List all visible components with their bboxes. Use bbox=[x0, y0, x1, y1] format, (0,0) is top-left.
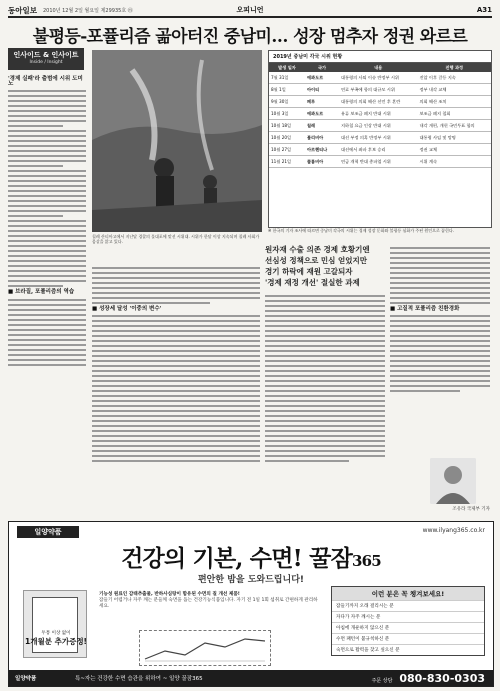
subhead-2: ■ 성장세 달성 '이중의 변수' bbox=[92, 306, 162, 312]
table-row: 10월 20일 볼리비아 대선 부정 의혹 반정부 시위 대통령 사임 및 망명 bbox=[269, 132, 491, 144]
ad-copy-headline: 기능성 원료인 감태추출물, 반하사심탕이 함유된 수면의 질 개선 제품! bbox=[99, 592, 240, 597]
list-item: 잠들기까지 오래 걸리시는 분 bbox=[332, 600, 484, 611]
ad-diagram bbox=[139, 630, 271, 666]
news-photo bbox=[92, 50, 262, 232]
table-row: 11월 21일 콜롬비아 연금 개혁 반대 총파업 시위 시위 계속 bbox=[269, 156, 491, 168]
advertisement[interactable] bbox=[8, 521, 494, 687]
list-item: 수면 패턴이 불규칙하신 분 bbox=[332, 633, 484, 644]
table-title: 2019년 중남미 각국 시위 현황 bbox=[269, 51, 491, 63]
ad-brand-logo: 일양약품 bbox=[17, 526, 79, 538]
article-column-3 bbox=[265, 292, 385, 514]
phone-icon-label: 주문 상담 bbox=[371, 677, 393, 684]
pull-quote-line: 선심성 정책으로 민심 얻었지만 bbox=[265, 256, 368, 265]
list-item: 숙면으로 활력을 찾고 싶으신 분 bbox=[332, 644, 484, 655]
article-column-2 bbox=[92, 246, 260, 516]
text-line bbox=[8, 90, 86, 92]
article-lead: '경제 실패'라 출범에 시위 도미노 bbox=[8, 76, 83, 88]
protest-table bbox=[268, 50, 492, 228]
ad-subtitle: 편안한 밤을 도와드립니다! bbox=[197, 575, 304, 585]
col-header-country: 국가 bbox=[305, 63, 339, 72]
photo-caption: 칠레 산티아고에서 지난달 경찰의 물대포에 맞선 시위대. 시위가 한달 이상 지속되며 칠레 사회가 몸살을 앓고 있다. bbox=[92, 234, 260, 244]
footer-slogan: 특~자는 건강한 수면 습관을 위하여 ~ 일양 꿀잠365 bbox=[75, 676, 203, 682]
table-header-row bbox=[269, 63, 491, 72]
bonus-badge bbox=[17, 630, 95, 647]
ad-footer-bar bbox=[9, 670, 493, 686]
order-phone[interactable] bbox=[372, 672, 493, 685]
ad-url[interactable]: www.ilyang365.co.kr bbox=[422, 527, 485, 534]
target-list-title: 이런 분은 꼭 챙겨보세요! bbox=[332, 587, 484, 600]
footer-brand: 일양약품 bbox=[15, 676, 37, 682]
author-portrait-icon bbox=[430, 458, 476, 504]
newspaper-logo: 동아일보 bbox=[8, 5, 37, 15]
col-header-desc: 내용 bbox=[339, 63, 418, 72]
list-item: 아침에 개운하지 않으신 분 bbox=[332, 622, 484, 633]
column-eng: Inside / Insight bbox=[29, 60, 63, 65]
table-row: 8월 1일 아이티 연료 부족에 항의 대규모 시위 정부 내각 교체 bbox=[269, 84, 491, 96]
section-title: 오피니언 bbox=[236, 6, 264, 14]
ad-title-main: 건강의 기본, 수면! 꿀잠 bbox=[121, 545, 352, 572]
table-row: 10월 18일 칠레 지하철 요금 인상 반대 시위 내각 개편, 개헌 국민투표 합의 bbox=[269, 120, 491, 132]
pull-quote-line: '경제 재정 개선' 절실한 과제 bbox=[265, 278, 360, 287]
subhead-3: ■ 고질적 포퓰리즘 친환경화 bbox=[390, 306, 460, 312]
author-byline: 조유라 국제부 기자 bbox=[452, 507, 490, 512]
article-column-1 bbox=[8, 74, 86, 514]
ad-copy-body: 잠들기 어렵거나 자주 깨는 분들께 숙면을 돕는 건강기능식품입니다. 자기 전 1일 1회 섭취로 간편하게 관리하세요. bbox=[99, 598, 318, 609]
target-list bbox=[331, 586, 485, 656]
table-row: 10월 3일 에콰도르 유류 보조금 폐지 반대 시위 보조금 폐지 철회 bbox=[269, 108, 491, 120]
column-badge bbox=[8, 48, 84, 70]
sleep-chart-icon bbox=[140, 631, 270, 665]
ad-title-num: 365 bbox=[351, 552, 381, 570]
subhead-1: ■ 브라질, 포퓰리즘의 역습 bbox=[8, 289, 75, 296]
page-number: A31 bbox=[476, 6, 492, 14]
phone-number[interactable]: 080-830-0303 bbox=[399, 671, 485, 685]
ad-title bbox=[9, 540, 493, 573]
col-header-status: 진행 과정 bbox=[418, 63, 492, 72]
table-row: 7월 31일 에콰도르 대통령의 사퇴 이슈 반정부 시위 진압 이후 갈등 지속 bbox=[269, 72, 491, 84]
masthead bbox=[8, 4, 492, 18]
pull-quote bbox=[265, 244, 385, 288]
ad-copy bbox=[99, 592, 319, 610]
bonus-badge-top: 두통 이상 없이 bbox=[41, 631, 71, 636]
pull-quote-line: 원자재 수출 의존 경제 호황기엔 bbox=[265, 245, 370, 254]
pull-quote-line: 경기 하락에 재원 고갈되자 bbox=[265, 267, 353, 276]
article-column-4 bbox=[390, 244, 490, 454]
main-headline: 불평등-포퓰리즘 곪아터진 중남미… 성장 멈추자 정권 와르르 bbox=[32, 27, 468, 47]
column-name: 인사이드 & 인사이트 bbox=[13, 51, 79, 59]
bonus-badge-main: 1개월분 추가증정! bbox=[25, 637, 87, 646]
issue-meta: 2010년 12월 2일 월요일 제29935호 ㊃ bbox=[42, 7, 133, 14]
table-note: ※ 한국의 기자 조사에 따르면 중남미 각국의 시위는 경제 성장 둔화와 불평등 심화가 주된 원인으로 꼽힌다. bbox=[268, 228, 454, 233]
data-table bbox=[269, 63, 491, 168]
col-header-date: 발생 일자 bbox=[269, 63, 305, 72]
protest-photo-illustration bbox=[92, 50, 262, 232]
table-row: 9월 30일 페루 대통령의 의회 해산 선언 후 혼란 의회 해산 조치 bbox=[269, 96, 491, 108]
author-photo bbox=[430, 458, 476, 504]
list-item: 자다가 자주 깨시는 분 bbox=[332, 611, 484, 622]
table-row: 10월 27일 아르헨티나 대선에서 좌파 후보 승리 정권 교체 bbox=[269, 144, 491, 156]
product-image bbox=[23, 590, 87, 658]
